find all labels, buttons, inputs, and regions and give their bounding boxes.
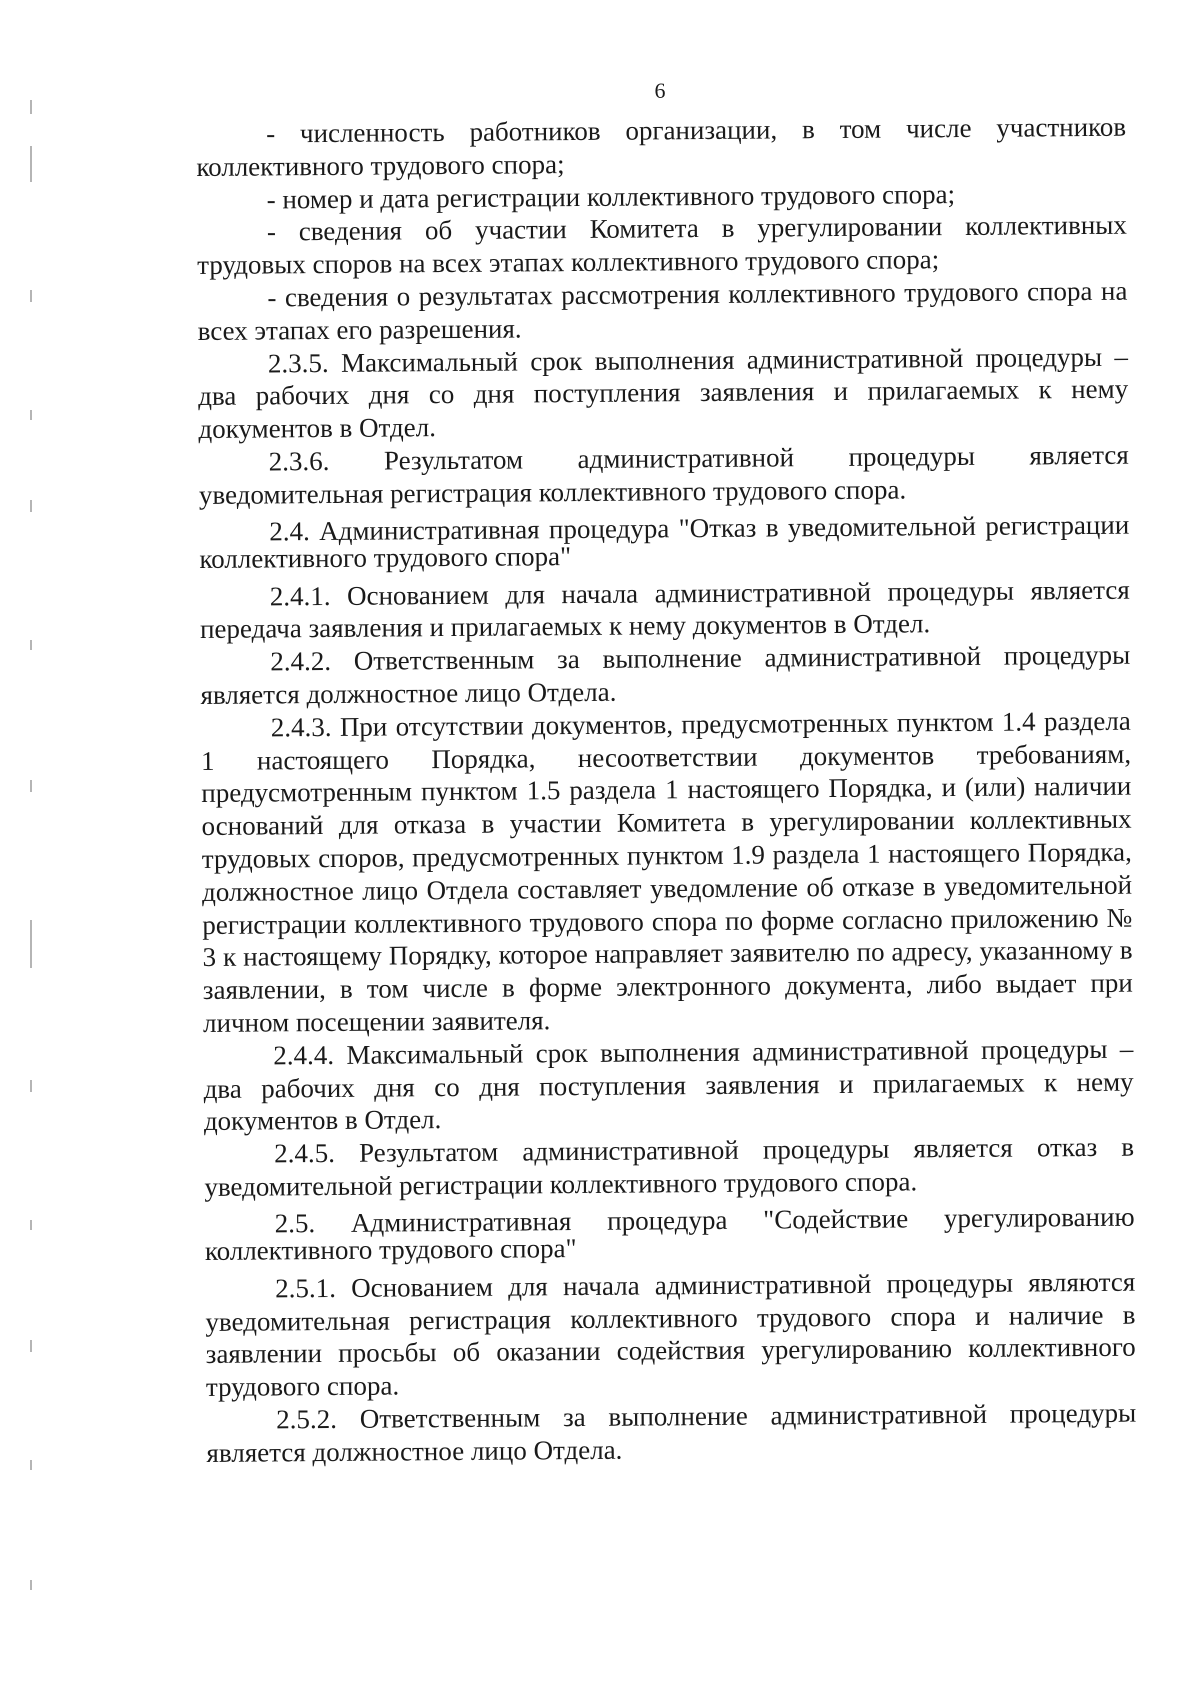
section-heading-2-4: 2.4. Административная процедура "Отказ в уведомительной регистрации коллективного трудового спора" (199, 509, 1130, 574)
list-item: - численность работников организации, в том числе участников коллективного трудового спора; (196, 111, 1127, 182)
list-item: - номер и дата регистрации коллективного трудового спора; (266, 178, 956, 215)
list-item: - сведения об участии Комитета в урегулировании коллективных трудовых споров на всех этапах коллективного трудового спора; (197, 210, 1127, 281)
paragraph-2-5-2: 2.5.2. Ответственным за выполнение административной процедуры является должностное лицо Отдела. (206, 1397, 1137, 1468)
page-number: 6 (654, 78, 666, 103)
scan-margin-marks (30, 80, 70, 1640)
list-item: - сведения о результатах рассмотрения коллективного трудового спора на всех этапах его разрешения. (197, 275, 1128, 346)
paragraph-2-4-3: 2.4.3. При отсутствии документов, предусмотренных пунктом 1.4 раздела 1 настоящего Порядка, несоответствии документов требованиям, предусмотренным пунктом 1.5 раздела 1 настоящего Порядка, и (или) наличии оснований для отказа в участии Комитета в урегулировании коллективных трудовых споров, предусмотренных пунктом 1.9 раздела 1 настоящего Порядка, должностное лицо Отдела составляет уведомление об отказе в уведомительной регистрации коллективного трудового спора по форме согласно приложению № 3 к настоящему Порядку, которое направляет заявителю по адресу, указанному в заявлении, в том числе в форме электронного документа, либо выдает при личном посещении заявителя. (200, 705, 1133, 1038)
paragraph-2-4-4: 2.4.4. Максимальный срок выполнения административной процедуры – два рабочих дня со дня поступления заявления и прилагаемых к нему документов в Отдел. (203, 1033, 1134, 1137)
document-body (196, 111, 1137, 1470)
paragraph-2-3-5: 2.3.5. Максимальный срок выполнения административной процедуры – два рабочих дня со дня поступления заявления и прилагаемых к нему документов в Отдел. (198, 341, 1129, 445)
paragraph-2-4-1: 2.4.1. Основанием для начала административной процедуры является передача заявления и прилагаемых к нему документов в Отдел. (199, 574, 1130, 645)
paragraph-2-4-5: 2.4.5. Результатом административной процедуры является отказ в уведомительной регистрации коллективного трудового спора. (204, 1131, 1135, 1202)
paragraph-2-5-1: 2.5.1. Основанием для начала административной процедуры являются уведомительная регистрация коллективного трудового спора и наличие в заявлении просьбы об оказании содействия урегулированию коллективного трудового спора. (205, 1266, 1136, 1403)
paragraph-2-4-2: 2.4.2. Ответственным за выполнение административной процедуры является должностное лицо Отдела. (200, 639, 1131, 710)
section-heading-2-5: 2.5. Административная процедура "Содействие урегулированию коллективного трудового спора" (204, 1201, 1135, 1266)
paragraph-2-3-6: 2.3.6. Результатом административной процедуры является уведомительная регистрация коллективного трудового спора. (198, 439, 1129, 510)
